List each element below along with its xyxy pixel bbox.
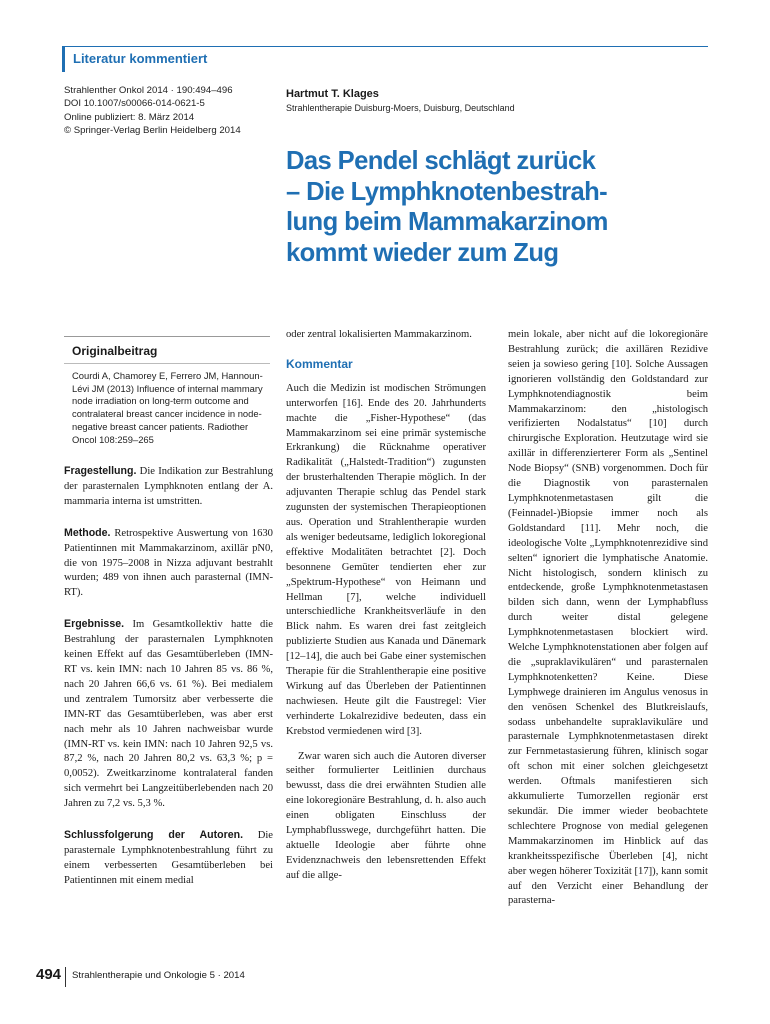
footer-divider — [65, 967, 66, 987]
footer-journal: Strahlentherapie und Onkologie 5 · 2014 — [72, 970, 245, 981]
page-number: 494 — [36, 966, 62, 983]
abstract-column — [64, 464, 273, 889]
fragestellung-paragraph — [64, 464, 273, 510]
schluss-text: Die parasternale Lymphknotenbestrahlung führt zu einem verbesserten Gesamtüberleben bei Patientinnen mit einem medial — [64, 830, 273, 886]
original-article-box — [64, 336, 270, 446]
methode-label: Methode. — [64, 526, 111, 539]
body-paragraph: Zwar waren sich auch die Autoren diverser seither formulierter Leitlinien durchaus bewusst, dass die drei erwähnten Studien alle eine lokoregionäre Bestrahlung, d. h. also auch einen obligaten Einschluss der Lymphabflusswege, durchgeführt hatten. Die aktuelle Ideologie aber führte ohne Evidenznachweis den lebensrettenden Effekt auf die allge- — [286, 750, 486, 881]
original-heading: Originalbeitrag — [64, 337, 270, 364]
body-paragraph: oder zentral lokalisierten Mammakarzinom. — [286, 329, 472, 340]
meta-online-date: Online publiziert: 8. März 2014 — [64, 111, 195, 123]
section-title: Literatur kommentiert — [73, 51, 208, 66]
methode-text: Retrospektive Auswertung von 1630 Patientinnen mit Mammakarzinom, axillär pN0, die von 1975–2008 in Nizza adjuvant bestrahlt wurden; 489 von ihnen auch parasternal (IMN-RT). — [64, 527, 273, 599]
meta-journal-line: Strahlenther Onkol 2014 · 190:494–496 — [64, 85, 233, 96]
fragestellung-label: Fragestellung. — [64, 465, 137, 477]
original-reference: Courdi A, Chamorey E, Ferrero JM, Hannoun-Lévi JM (2013) Influence of internal mammary node irradiation on long-term outcome and contralateral breast cancer incidence in node-negative breast cancer patients. Radiother Oncol 108:259–265 — [72, 370, 263, 445]
author-affiliation: Strahlentherapie Duisburg-Moers, Duisburg, Deutschland — [286, 103, 515, 113]
citation-meta — [64, 84, 279, 138]
body-paragraph: mein lokale, aber nicht auf die lokoregionäre Bestrahlung zurück; die axillären Rezidive seien ja sowieso gering [10]. Solche Aussagen ignorieren vollständig den Goldstandard zur Lymphknotendiagnostik beim Mammakarzinom: den „histologisch verifizierten Nodalstatus“ [10] durch chirurgische Exploration. Heutzutage wird sie axillär in differenzierterer Form als „Sentinel Node Biopsy“ (SNB) vorgenommen. Doch für die Diagnostik von parasternalen Lymphknotenmetastasen gilt die (Feinnadel-)Biopsie immer noch als Goldstandard [11]. Mehr noch, die ideologische Volte „Lymphknotenrezidive sind selten“ ignoriert die lymphatische Anatomie. Nicht histologisch, sondern klinisch zu entdeckende, große Lymphknotenmetastasen bilden sich dann, wenn der Lymphabfluss durch weiter distal gelegene Lymphknotenmetastasen blockiert wird. Welche Lymphknotenstationen aber folgen auf die „supraklavikulären“ und parasternalen Lymphknotenketten? Keine. Diese Lymphwege drainieren im Angulus venosus in den venösen Schenkel des Blutkreislaufs, sodass unbehandelte supraklavikuläre und parasternale Lymphknotenmetastasen direkt zur Fernmetastasierung führen, klinisch sogar oft schon mit einer solchen gleichgesetzt werden. Oftmals manifestieren sich akkumulierte Tumorzellen regionär erst sekundär. Die immer wieder beobachtete schlechtere Prognose von medial gelegenen Mammakarzinomen im Hinblick auf das krankheitsspezifische Überleben [4], nicht aber wegen höherer Toxizität [17]), kann somit auf den Verzicht einer Behandlung der parasterna- — [508, 329, 708, 907]
ergebnisse-label: Ergebnisse. — [64, 618, 125, 631]
body-column-middle — [286, 328, 486, 884]
title-line: – Die Lymphknotenbestrah- — [286, 177, 608, 206]
methode-paragraph — [64, 526, 273, 602]
schluss-label: Schlussfolgerung der Autoren. — [64, 829, 244, 842]
schlussfolgerung-paragraph — [64, 828, 273, 889]
title-line: lung beim Mammakarzinom — [286, 208, 608, 236]
ergebnisse-text: Im Gesamtkollektiv hatte die Bestrahlung der parasternalen Lymphknoten keinen Effekt auf das Gesamtüberleben (IMN-RT vs. kein IMN: nach 10 Jahren 85 vs. 86 %, nach 20 Jahren 66,6 vs. 61 %). Bei medialem und zentralem Tumorsitz aber verbesserte die IMN-RT das Gesamtüberleben, was aber erst nach mehr als 10 Jahren nachweisbar wurde (IMN-RT vs. kein IMN: nach 10 Jahren 92,5 vs. 87,2 %, nach 20 Jahren 80,2 vs. 63,3 %; p = 0,0052). Zweitkarzinome kontralateral fanden sich vermehrt bei Langzeitüberlebenden nach 20 Jahren zu 7,2 vs. 5,3 %. — [64, 619, 273, 810]
article-title — [286, 146, 706, 268]
author-name: Hartmut T. Klages — [286, 88, 379, 100]
author-block — [286, 87, 706, 115]
body-paragraph: Auch die Medizin ist modischen Strömungen unterworfen [16]. Ende des 20. Jahrhunderts machte die „Fisher-Hypothese“ (das Mammakarzinom sei eine primär systemische Erkrankung) die Rücknahme operativer Radikalität („Halstedt-Tradition“) zugunsten der brusterhaltenden Therapie möglich. In der adjuvanten Therapie schlug das Pendel stark zugunsten der systemischen Therapieoptionen aus. Operation und Strahlentherapie wurden als weniger bedeutsame, lediglich lokoregional effektive Modalitäten betrachtet [2]. Doch besonnene Gemüter tendierten eher zur „Spektrum-Hypothese“ von Heimann und Hellman [7], welche individuell unterschiedliche Krankheitsverläufe in den Blick nahm. Es waren drei fast zeitgleich publizierte Studien aus Kanada und Dänemark [12–14], die auch bei Gabe einer systemischen Therapie für die Strahlentherapie eine positive Wirkung auf das Überleben der Patientinnen nachwiesen. Heute gilt die Faustregel: Vier verhinderte Lokalrezidive bedeuten, dass ein Krebstod vermiedenen wird [3]. — [286, 382, 486, 737]
title-line: Das Pendel schlägt zurück — [286, 147, 596, 175]
section-header — [62, 46, 708, 72]
fragestellung-text: Die Indikation zur Bestrahlung der parasternalen Lymphknoten entlang der A. mammaria interna ist umstritten. — [64, 466, 273, 507]
page-footer — [36, 966, 336, 988]
meta-copyright: © Springer-Verlag Berlin Heidelberg 2014 — [64, 125, 241, 137]
meta-doi: DOI 10.1007/s00066-014-0621-5 — [64, 98, 205, 110]
ergebnisse-paragraph — [64, 617, 273, 812]
kommentar-heading: Kommentar — [286, 356, 353, 371]
body-column-right — [508, 328, 708, 909]
title-line: kommt wieder zum Zug — [286, 238, 559, 267]
